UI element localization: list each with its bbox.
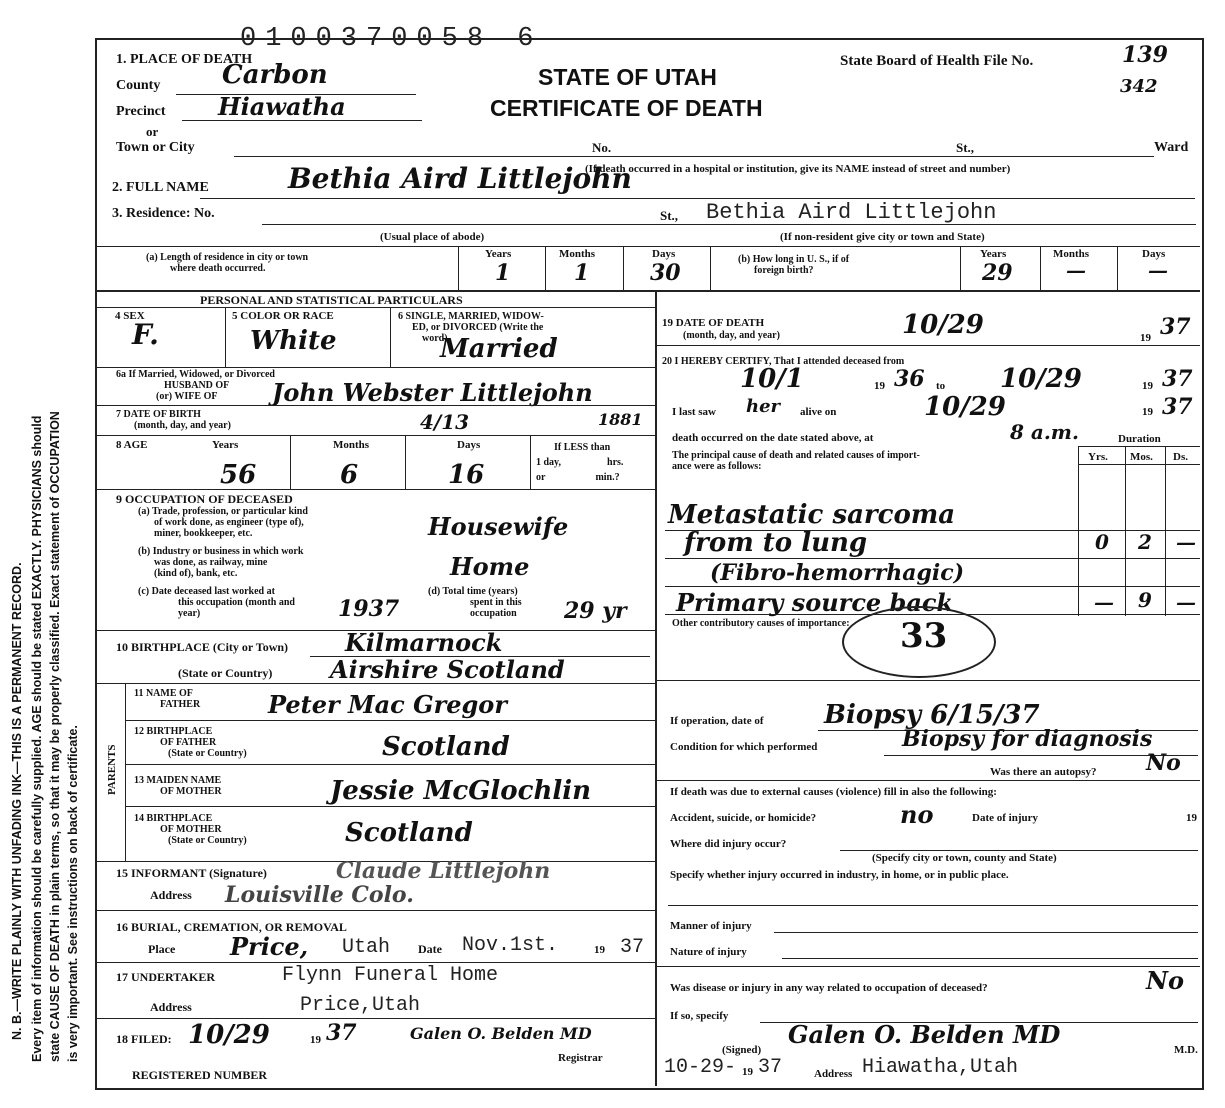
accident-label: Accident, suicide, or homicide? [670, 812, 817, 824]
street-no-label: No. [592, 140, 612, 155]
father-name: Peter Mac Gregor [268, 690, 507, 719]
burial-date-mid: 19 [594, 944, 605, 956]
margin-notice-1: N. B.—WRITE PLAINLY WITH UNFADING INK—THIS IS A PERMANENT RECORD. [10, 562, 24, 1040]
place-of-death-label: 1. PLACE OF DEATH [116, 52, 253, 67]
margin-notice-2: Every item of information should be carefully supplied. AGE should be stated EXACTLY. PHYSICIANS should [30, 415, 44, 1062]
occupation-related-value: No [1146, 966, 1184, 995]
birthplace-state: Airshire Scotland [330, 655, 565, 684]
occupation-header: 9 OCCUPATION OF DECEASED [116, 492, 293, 506]
cause-2-text: from to lung [684, 528, 868, 558]
spouse-label: 6a If Married, Widowed, or Divorced HUSBAND OF (or) WIFE OF [116, 369, 275, 402]
cause-4-mos: 9 [1138, 588, 1152, 612]
us-residence-label: (b) How long in U. S., if of foreign birth? [738, 254, 850, 276]
us-years-label: Years [980, 248, 1007, 260]
injury-date-label: Date of injury [972, 812, 1038, 824]
physician-address-label: Address [814, 1068, 853, 1080]
residence-days-label: Days [652, 248, 676, 260]
last-saw-pronoun: her [746, 396, 781, 417]
last-saw-year: 37 [1162, 394, 1193, 420]
dob-year: 1881 [598, 410, 643, 429]
street-label: St., [956, 140, 975, 155]
color-value: White [250, 326, 337, 356]
industry-label: Specify whether injury occurred in industry, in home, or in public place. [670, 869, 1009, 881]
burial-place-label: Place [148, 942, 176, 956]
less-than-label: If LESS than 1 day, hrs. or min.? [536, 442, 624, 483]
cause-3-text: (Fibro-hemorrhagic) [710, 560, 965, 586]
dob-value: 4/13 [420, 410, 470, 434]
age-years: 56 [220, 460, 257, 490]
age-label: 8 AGE [116, 439, 148, 451]
manner-label: Manner of injury [670, 920, 752, 932]
burial-place-typed: Utah [342, 936, 391, 959]
age-years-label: Years [212, 439, 239, 451]
father-birthplace-label: 12 BIRTHPLACE OF FATHER (State or Country) [134, 726, 247, 759]
residence-months-label: Months [559, 248, 596, 260]
file-number-2: 342 [1120, 76, 1158, 97]
ward-label: Ward [1154, 140, 1189, 155]
length-residence-label: (a) Length of residence in city or town where death occurred. [146, 252, 309, 274]
specify-city-label: (Specify city or town, county and State) [872, 852, 1057, 864]
us-months-label: Months [1053, 248, 1090, 260]
operation-label: If operation, date of [670, 715, 764, 727]
from-year: 36 [894, 366, 925, 392]
serial-number: 0100370058 6 [240, 24, 543, 54]
margin-notice-4: is very important. See instructions on back of certificate. [66, 725, 80, 1062]
where-injury-label: Where did injury occur? [670, 838, 787, 850]
to-year-prefix: 19 [1142, 380, 1153, 392]
md-label: M.D. [1174, 1044, 1198, 1056]
registrar-signature: Galen O. Belden MD [410, 1024, 592, 1043]
father-birthplace: Scotland [382, 732, 510, 762]
state-title: STATE OF UTAH [538, 64, 717, 90]
mother-birthplace-label: 14 BIRTHPLACE OF MOTHER (State or Country) [134, 813, 247, 846]
residence-days: 30 [650, 260, 681, 286]
age-days: 16 [448, 460, 485, 490]
dod-year-prefix: 19 [1140, 332, 1151, 344]
to-year: 37 [1162, 366, 1193, 392]
filed-year-prefix: 19 [310, 1034, 321, 1046]
burial-date-label: Date [418, 942, 442, 956]
occupation-d-value: 29 yr [564, 598, 627, 624]
occupation-b-value: Home [450, 552, 530, 581]
cause-2-ds: — [1176, 530, 1196, 554]
residence-typed-name: Bethia Aird Littlejohn [706, 200, 997, 225]
birthplace-city: Kilmarnock [345, 628, 503, 657]
occupation-related-label: Was disease or injury in any way related to occupation of deceased? [670, 982, 988, 994]
hospital-note: (If death occurred in a hospital or institution, give its NAME instead of street and number) [585, 163, 1011, 175]
spouse-value: John Webster Littlejohn [272, 378, 593, 407]
sex-value: F. [132, 318, 159, 351]
occupation-a-label: (a) Trade, profession, or particular kind of work done, as engineer (type of), miner, bookkeeper, etc. [138, 506, 308, 539]
cause-2-mos: 2 [1138, 530, 1152, 554]
filed-date: 10/29 [188, 1020, 270, 1050]
duration-ds-label: Ds. [1173, 451, 1188, 463]
full-name-value: Bethia Aird Littlejohn [288, 162, 632, 195]
operation-value: Biopsy 6/15/37 [824, 700, 1040, 730]
alive-on-label: alive on [800, 406, 837, 418]
full-name-label: 2. FULL NAME [112, 180, 209, 195]
mother-name-label: 13 MAIDEN NAME OF MOTHER [134, 775, 222, 797]
to-label: to [936, 380, 946, 392]
mother-birthplace: Scotland [345, 818, 473, 848]
undertaker-address-label: Address [150, 1000, 192, 1014]
physician-address: Hiawatha,Utah [862, 1056, 1019, 1079]
condition-value: Biopsy for diagnosis [902, 726, 1153, 752]
cause-4-text: Primary source back [676, 588, 954, 617]
signed-year: 37 [758, 1056, 783, 1079]
marital-label: 6 SINGLE, MARRIED, WIDOW- ED, or DIVORCED (Write the word) [398, 311, 544, 344]
signed-year-prefix: 19 [742, 1066, 753, 1078]
autopsy-label: Was there an autopsy? [990, 766, 1097, 778]
occupation-a-value: Housewife [428, 512, 569, 541]
informant-address: Louisville Colo. [225, 882, 414, 908]
cause-2-yrs: 0 [1095, 530, 1109, 554]
cause-1-text: Metastatic sarcoma [668, 500, 956, 530]
last-saw-label: I last saw [672, 406, 717, 418]
signed-date: 10-29- [664, 1056, 737, 1079]
residence-months: 1 [574, 260, 590, 286]
cause-4-ds: — [1176, 590, 1196, 614]
town-label: Town or City [116, 140, 195, 155]
age-days-label: Days [457, 439, 481, 451]
dod-year: 37 [1160, 314, 1191, 340]
burial-year: 37 [620, 936, 645, 959]
father-name-label: 11 NAME OF FATHER [134, 688, 201, 710]
occurred-label: death occurred on the date stated above, at [672, 432, 874, 444]
autopsy-value: No [1146, 750, 1181, 776]
duration-label: Duration [1118, 433, 1161, 445]
birthplace-label: 10 BIRTHPLACE (City or Town) [116, 640, 289, 654]
circled-code-value: 33 [900, 616, 948, 656]
registered-number-label: REGISTERED NUMBER [132, 1068, 268, 1082]
age-months: 6 [340, 460, 359, 490]
occupation-d-label: (d) Total time (years) spent in this occupation [428, 586, 522, 619]
informant-address-label: Address [150, 888, 192, 902]
principal-cause-label: The principal cause of death and related causes of import- ance were as follows: [672, 450, 920, 472]
date-of-death-sublabel: (month, day, and year) [683, 330, 780, 341]
signed-label: (Signed) [722, 1044, 762, 1056]
us-years: 29 [982, 260, 1013, 286]
external-causes-label: If death was due to external causes (violence) fill in also the following: [670, 786, 997, 798]
condition-label: Condition for which performed [670, 741, 818, 753]
occupation-c-label: (c) Date deceased last worked at this occupation (month and year) [138, 586, 295, 619]
death-time: 8 a.m. [1010, 420, 1079, 444]
margin-notice-3: state CAUSE OF DEATH in plain terms, so that it may be properly classified. Exact statement of OCCUPATION [48, 411, 62, 1062]
age-months-label: Months [333, 439, 370, 451]
undertaker-label: 17 UNDERTAKER [116, 970, 216, 984]
us-days: — [1148, 258, 1168, 282]
dob-label: 7 DATE OF BIRTH (month, day, and year) [116, 409, 231, 431]
injury-year-prefix: 19 [1186, 812, 1197, 824]
file-number: 139 [1122, 42, 1168, 68]
burial-label: 16 BURIAL, CREMATION, OR REMOVAL [116, 920, 347, 934]
burial-place-hw: Price, [230, 932, 309, 961]
marital-value: Married [440, 334, 558, 364]
from-year-prefix: 19 [874, 380, 885, 392]
residence-years: 1 [495, 260, 511, 286]
filed-year: 37 [326, 1020, 357, 1046]
filed-label: 18 FILED: [116, 1032, 172, 1046]
mother-name: Jessie McGlochlin [330, 776, 592, 806]
undertaker-address: Price,Utah [300, 994, 421, 1017]
file-number-label: State Board of Health File No. [840, 53, 1034, 69]
date-of-death-label: 19 DATE OF DEATH [662, 317, 765, 329]
nonresident-label: (If non-resident give city or town and State) [780, 231, 985, 243]
date-of-death: 10/29 [902, 310, 984, 340]
physician-signature: Galen O. Belden MD [788, 1020, 1061, 1049]
county-value: Carbon [222, 60, 328, 90]
informant-name: Claude Littlejohn [336, 858, 551, 884]
county-label: County [116, 78, 161, 93]
other-causes-label: Other contributory causes of importance: [672, 618, 850, 629]
us-days-label: Days [1142, 248, 1166, 260]
occupation-b-label: (b) Industry or business in which work was done, as railway, mine (kind of), bank, etc. [138, 546, 304, 579]
certify-label: 20 I HEREBY CERTIFY, That I attended deceased from [662, 356, 905, 367]
or-label: or [146, 124, 159, 139]
usual-abode-label: (Usual place of abode) [380, 231, 485, 243]
personal-header: PERSONAL AND STATISTICAL PARTICULARS [200, 293, 463, 307]
cause-4-yrs: — [1094, 590, 1114, 614]
color-label: 5 COLOR OR RACE [232, 310, 334, 322]
duration-yrs-label: Yrs. [1088, 451, 1108, 463]
last-saw-year-prefix: 19 [1142, 406, 1153, 418]
residence-st-label: St., [660, 208, 679, 223]
accident-value: no [900, 800, 934, 829]
last-saw-date: 10/29 [924, 392, 1006, 422]
nature-label: Nature of injury [670, 946, 747, 958]
attended-to: 10/29 [1000, 364, 1082, 394]
occupation-c-value: 1937 [338, 596, 400, 622]
residence-years-label: Years [485, 248, 512, 260]
burial-date: Nov.1st. [462, 934, 559, 957]
attended-from: 10/1 [740, 364, 804, 394]
if-so-label: If so, specify [670, 1010, 729, 1022]
undertaker-name: Flynn Funeral Home [282, 964, 499, 987]
registrar-label: Registrar [558, 1052, 603, 1064]
birthplace-state-label: (State or Country) [178, 666, 273, 680]
duration-mos-label: Mos. [1130, 451, 1153, 463]
parents-side-label: PARENTS [106, 744, 118, 795]
us-months: — [1066, 258, 1086, 282]
precinct-label: Precinct [116, 104, 166, 119]
certificate-title: CERTIFICATE OF DEATH [490, 95, 763, 121]
precinct-value: Hiawatha [218, 92, 346, 121]
informant-label: 15 INFORMANT (Signature) [116, 866, 267, 880]
residence-label: 3. Residence: No. [112, 206, 215, 221]
sex-label: 4 SEX [115, 310, 145, 322]
